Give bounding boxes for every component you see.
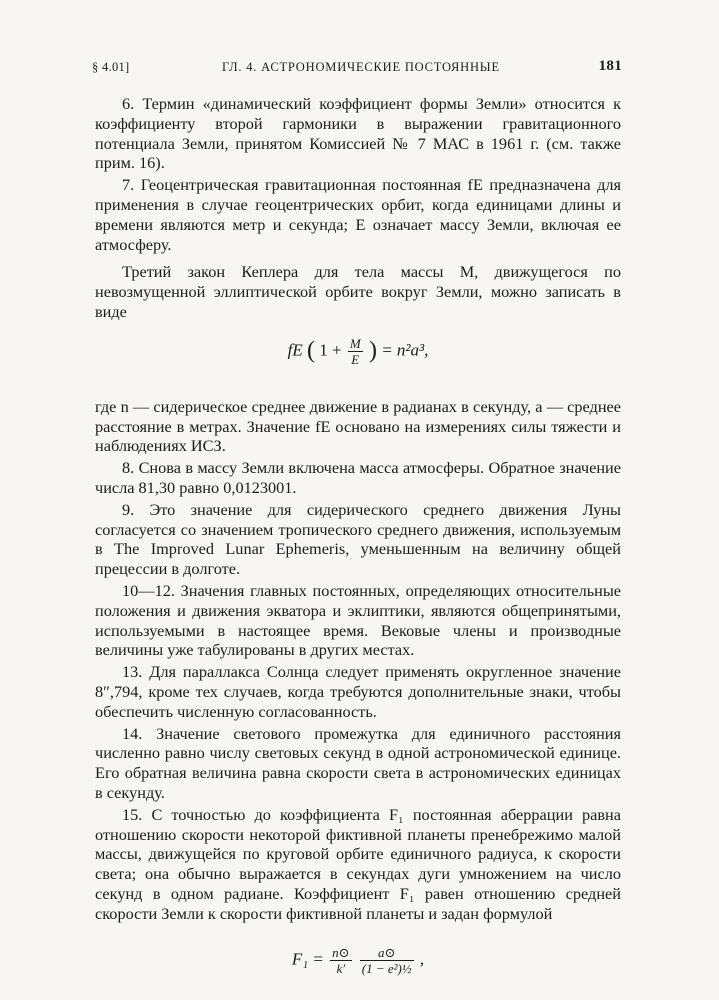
note-15: 15. С точностью до коэффициента F₁ постоянная аберрации равна отношению скорости некоторой фиктивной планеты пренебрежимо малой массы, движущейся по круговой орбите единичного радиуса, к скорости света; она обычно выражается в секундах дуги умножением на число секунд в одном радиане. Коэффициент F₁ равен отношению средней скорости Земли к скорости фиктивной планеты и задан формулой — [95, 804, 621, 923]
note-13: 13. Для параллакса Солнца следует применять округленное значение 8″,794, кроме тех случаев, когда требуются дополнительные знаки, чтобы обеспечить численную согласованность. — [95, 662, 621, 721]
note-8: 8. Снова в массу Земли включена масса атмосферы. Обратное значение числа 81,30 равно 0,0123001. — [95, 458, 621, 497]
note-9: 9. Это значение для сидерического среднего движения Луны согласуется со значением тропического среднего движения, используемым в The Improved Lunar Ephemeris, уменьшенным на величину общей прецессии в долготе. — [95, 499, 621, 579]
fraction2a-denominator: k′ — [336, 961, 346, 977]
formula2-tail: , — [419, 949, 425, 969]
close-paren: ) — [368, 337, 377, 364]
running-header — [92, 58, 622, 78]
page-body — [95, 94, 621, 976]
kepler-explanation: где n — сидерическое среднее движение в радианах в секунду, a — среднее расстояние в метрах. Значение fE основано на измерениях силы тяжести и наблюдениях ИСЗ. — [95, 396, 621, 456]
aberration-formula — [95, 945, 621, 976]
fraction2a-numerator: n⊙ — [332, 945, 350, 961]
motion-fraction — [330, 945, 351, 976]
note-7: 7. Геоцентрическая гравитационная постоянная fE предназначена для применения в случае геоцентрических орбит, когда единицами длины и времени являются метр и секунда; E означает массу Земли, включая ее атмосферу. — [95, 175, 621, 254]
fraction-denominator: E — [351, 351, 360, 367]
distance-fraction — [360, 945, 414, 976]
kepler-formula — [95, 336, 621, 367]
note-6: 6. Термин «динамический коэффициент формы Земли» относится к коэффициенту второй гармоники в выражении гравитационного потенциала Земли, принятом Комиссией № 7 МАС в 1961 г. (см. также прим. 16). — [95, 94, 621, 173]
fraction2b-numerator: a⊙ — [360, 945, 414, 961]
note-10-12: 10—12. Значения главных постоянных, определяющих относительные положения и движения экватора и эклиптики, являются общепринятыми, используемыми в настоящее время. Вековые члены и производные величины уже табулированы в других местах. — [95, 580, 621, 660]
formula-rhs: = n²a³, — [381, 340, 429, 360]
formula2-lhs: F₁ = — [291, 949, 324, 969]
fraction-numerator: M — [349, 335, 361, 351]
page-number: 181 — [598, 58, 622, 74]
formula-lhs: fE — [287, 340, 303, 360]
note-14: 14. Значение светового промежутка для единичного расстояния численно равно числу световых секунд в одной астрономической единице. Его обратная величина равна скорости света в астрономических единицах в секунду. — [95, 723, 621, 802]
section-ref: § 4.01] — [92, 60, 130, 74]
mass-ratio-fraction — [348, 336, 363, 367]
fraction2b-denominator: (1 − e²)½ — [361, 961, 412, 977]
open-paren: ( — [307, 337, 315, 364]
formula-one: 1 + — [319, 340, 342, 360]
chapter-title: ГЛ. 4. АСТРОНОМИЧЕСКИЕ ПОСТОЯННЫЕ — [222, 60, 500, 74]
kepler-intro: Третий закон Кеплера для тела массы M, движущегося по невозмущенной эллиптической орбите вокруг Земли, можно записать в виде — [95, 262, 621, 321]
